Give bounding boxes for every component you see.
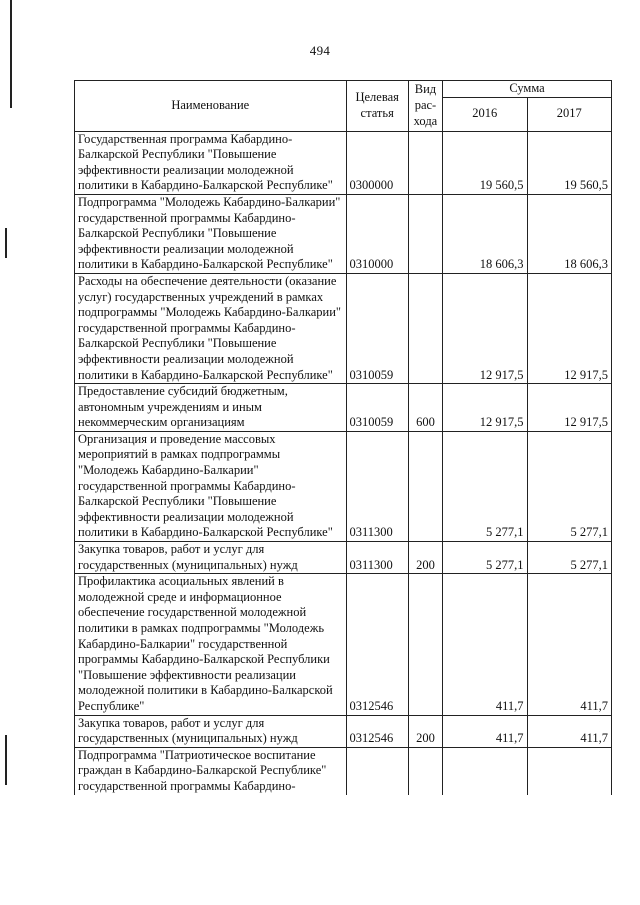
table-row [75,542,612,574]
row-sum-2017: 5 277,1 [527,431,611,541]
row-vid [408,131,442,194]
row-code: 0312546 [346,715,408,747]
header-code: Целевая статья [346,81,408,132]
row-code: 0310000 [346,194,408,273]
table-row [75,574,612,715]
row-sum-2016: 411,7 [443,715,527,747]
header-year-2016: 2016 [443,97,527,131]
row-name: Профилактика асоциальных явлений в молодежной среде и информационное обеспечение государственной молодежной политики в рамках подпрограммы "Молодежь Кабардино-Балкарии" государственной программы Кабардино-Балкарской Республики "Повышение эффективности реализации молодежной политики в Кабардино-Балкарской Республике" [75,574,347,715]
row-code: 0310059 [346,384,408,432]
row-sum-2017: 5 277,1 [527,542,611,574]
table-row [75,431,612,541]
row-sum-2017: 12 917,5 [527,273,611,383]
row-name: Закупка товаров, работ и услуг для государственных (муниципальных) нужд [75,715,347,747]
row-vid [408,273,442,383]
row-name: Предоставление субсидий бюджетным, автономным учреждениям и иным некоммерческим организациям [75,384,347,432]
row-name: Организация и проведение массовых мероприятий в рамках подпрограммы "Молодежь Кабардино-Балкарии" государственной программы Кабардино-Балкарской Республики "Повышение эффективности реализации молодежной политики в Кабардино-Балкарской Республике" [75,431,347,541]
row-name: Государственная программа Кабардино-Балкарской Республики "Повышение эффективности реализации молодежной политики в Кабардино-Балкарской Республике" [75,131,347,194]
table-row [75,273,612,383]
row-code [346,747,408,794]
row-sum-2017: 19 560,5 [527,131,611,194]
row-sum-2017: 411,7 [527,574,611,715]
row-sum-2016: 19 560,5 [443,131,527,194]
row-name: Подпрограмма "Патриотическое воспитание граждан в Кабардино-Балкарской Республике" государственной программы Кабардино- [75,747,347,794]
page-number: 494 [309,43,331,58]
row-name: Расходы на обеспечение деятельности (оказание услуг) государственных учреждений в рамках подпрограммы "Молодежь Кабардино-Балкарии" государственной программы Кабардино-Балкарской Республики "Повышение эффективности реализации молодежной политики в Кабардино-Балкарской Республике" [75,273,347,383]
table-row [75,384,612,432]
row-vid [408,574,442,715]
margin-mark [10,0,12,108]
table-row [75,131,612,194]
row-name: Подпрограмма "Молодежь Кабардино-Балкарии" государственной программы Кабардино-Балкарской Республики "Повышение эффективности реализации молодежной политики в Кабардино-Балкарской Республике" [75,194,347,273]
row-vid: 600 [408,384,442,432]
row-sum-2016: 12 917,5 [443,384,527,432]
row-code: 0312546 [346,574,408,715]
margin-mark [5,228,7,258]
row-sum-2016 [443,747,527,794]
row-sum-2016: 12 917,5 [443,273,527,383]
table-row [75,715,612,747]
row-vid: 200 [408,715,442,747]
header-sum: Сумма [443,81,612,98]
row-sum-2016: 411,7 [443,574,527,715]
row-code: 0300000 [346,131,408,194]
row-vid [408,747,442,794]
row-sum-2016: 18 606,3 [443,194,527,273]
row-code: 0311300 [346,542,408,574]
header-year-2017: 2017 [527,97,611,131]
row-code: 0310059 [346,273,408,383]
row-sum-2017: 12 917,5 [527,384,611,432]
margin-mark [5,735,7,785]
row-sum-2016: 5 277,1 [443,431,527,541]
row-name: Закупка товаров, работ и услуг для государственных (муниципальных) нужд [75,542,347,574]
header-name: Наименование [75,81,347,132]
row-vid [408,431,442,541]
header-row [75,81,612,98]
row-sum-2017: 18 606,3 [527,194,611,273]
budget-table [74,80,612,795]
row-sum-2017 [527,747,611,794]
row-sum-2017: 411,7 [527,715,611,747]
table-row [75,747,612,794]
row-code: 0311300 [346,431,408,541]
row-sum-2016: 5 277,1 [443,542,527,574]
header-vid: Вид рас-хода [408,81,442,132]
row-vid: 200 [408,542,442,574]
row-vid [408,194,442,273]
table-row [75,194,612,273]
